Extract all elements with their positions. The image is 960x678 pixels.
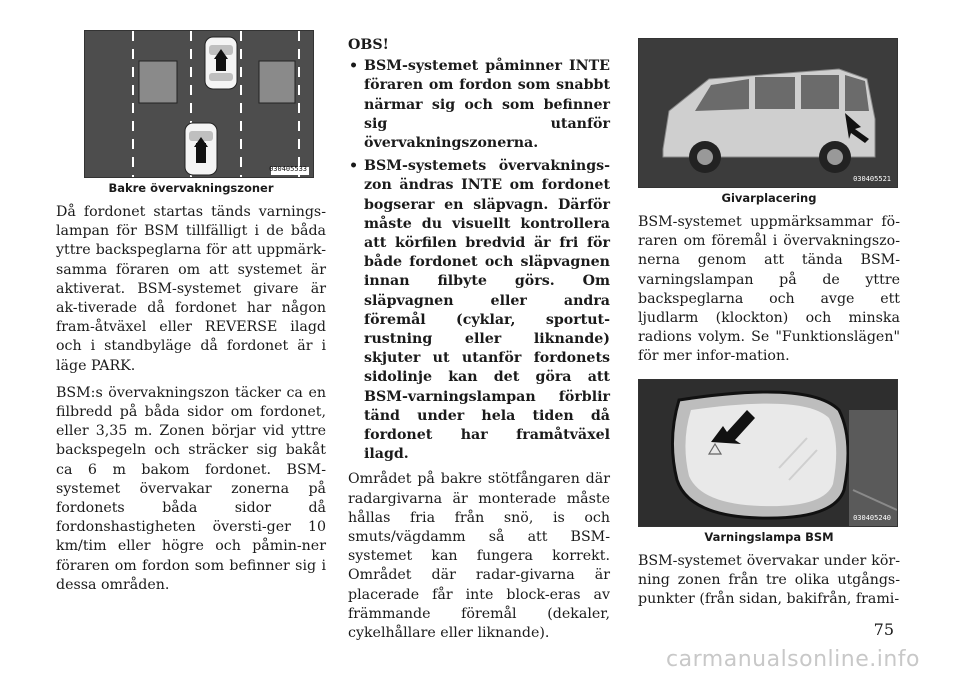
- figure-rear-zones: [84, 30, 314, 178]
- paragraph: BSM-systemet övervakar under kör-ning zonen från tre olika utgångs-punkter (från sidan, bakifrån, frami-: [638, 552, 900, 608]
- note-list: [348, 57, 610, 464]
- column-1: [56, 30, 326, 603]
- list-item: • BSM-systemet påminner INTE föraren om fordon som snabbt närmar sig och som befinner sig utanför övervakningszonerna.: [348, 57, 610, 153]
- figure-code: 030405521: [853, 175, 891, 183]
- column-3: [638, 30, 900, 617]
- page-number: 75: [873, 620, 894, 639]
- paragraph: Området på bakre stötfångaren där radargivarna är monterade måste hållas fria från snö, is och smuts/vägdamm så att BSM-systemet kan fungera korrekt. Området där radar-givarna är placerade får inte block-eras av främmande föremål (dekaler, cykelhållare eller liknande).: [348, 471, 610, 642]
- mirror-illustration: [639, 380, 897, 526]
- figure-caption: Bakre övervakningszoner: [108, 181, 274, 195]
- list-item: • BSM-systemets övervaknings-zon ändras INTE om fordonet bogserar en släpvagn. Därför måste du visuellt kontrollera att körfilen bredvid är fri för både fordonet och släpvagnen innan filbyte görs. Om släpvagnen eller andra föremål (cyklar, sportut-rustning eller liknande) skjuter ut utanför fordonets sidolinje kan det göra att BSM-varningslampan förblir tänd under hela tiden då fordonet har framåtväxel ilagd.: [348, 157, 610, 464]
- figure-sensor-location: [638, 38, 898, 188]
- note-title: OBS!: [348, 37, 389, 53]
- paragraph: BSM:s övervakningszon täcker ca en filbredd på båda sidor om fordonet, eller 3,35 m. Zonen börjar vid yttre backspegeln och sträcker sig bakåt ca 6 m bakom fordonet. BSM-systemet övervakar zonerna på fordonets båda sidor då fordonshastigheten översti-ger 10 km/tim eller högre och påmin-ner föraren om fordon som befinner sig i dessa områden.: [56, 384, 326, 593]
- figure-warning-lamp: [638, 379, 898, 527]
- watermark: carmanualsonline.info: [666, 647, 920, 672]
- rear-zones-illustration: [85, 31, 313, 177]
- paragraph: Då fordonet startas tänds varnings-lampan för BSM tillfälligt i de båda yttre backspeglarna för att uppmärk-samma föraren om att systemet är aktiverat. BSM-systemet givare är ak-tiverade då fordonet har någon fram-åtväxel eller REVERSE ilagd och i standbyläge då fordonet är i läge PARK.: [56, 204, 326, 374]
- figure-code: 030405533: [269, 165, 307, 173]
- figure-caption: Givarplacering: [721, 191, 817, 205]
- paragraph: BSM-systemet uppmärksammar fö-raren om föremål i övervakningszo-nerna genom att tända BSM-varningslampan på de yttre backspeglarna och avge ett ljudlarm (klockton) och minska radions volym. Se "Funktionslägen" för mer infor-mation.: [638, 214, 900, 365]
- column-2: [348, 30, 610, 651]
- minivan-illustration: [639, 39, 897, 187]
- figure-caption: Varningslampa BSM: [704, 529, 834, 544]
- figure-code: 030405240: [853, 513, 891, 522]
